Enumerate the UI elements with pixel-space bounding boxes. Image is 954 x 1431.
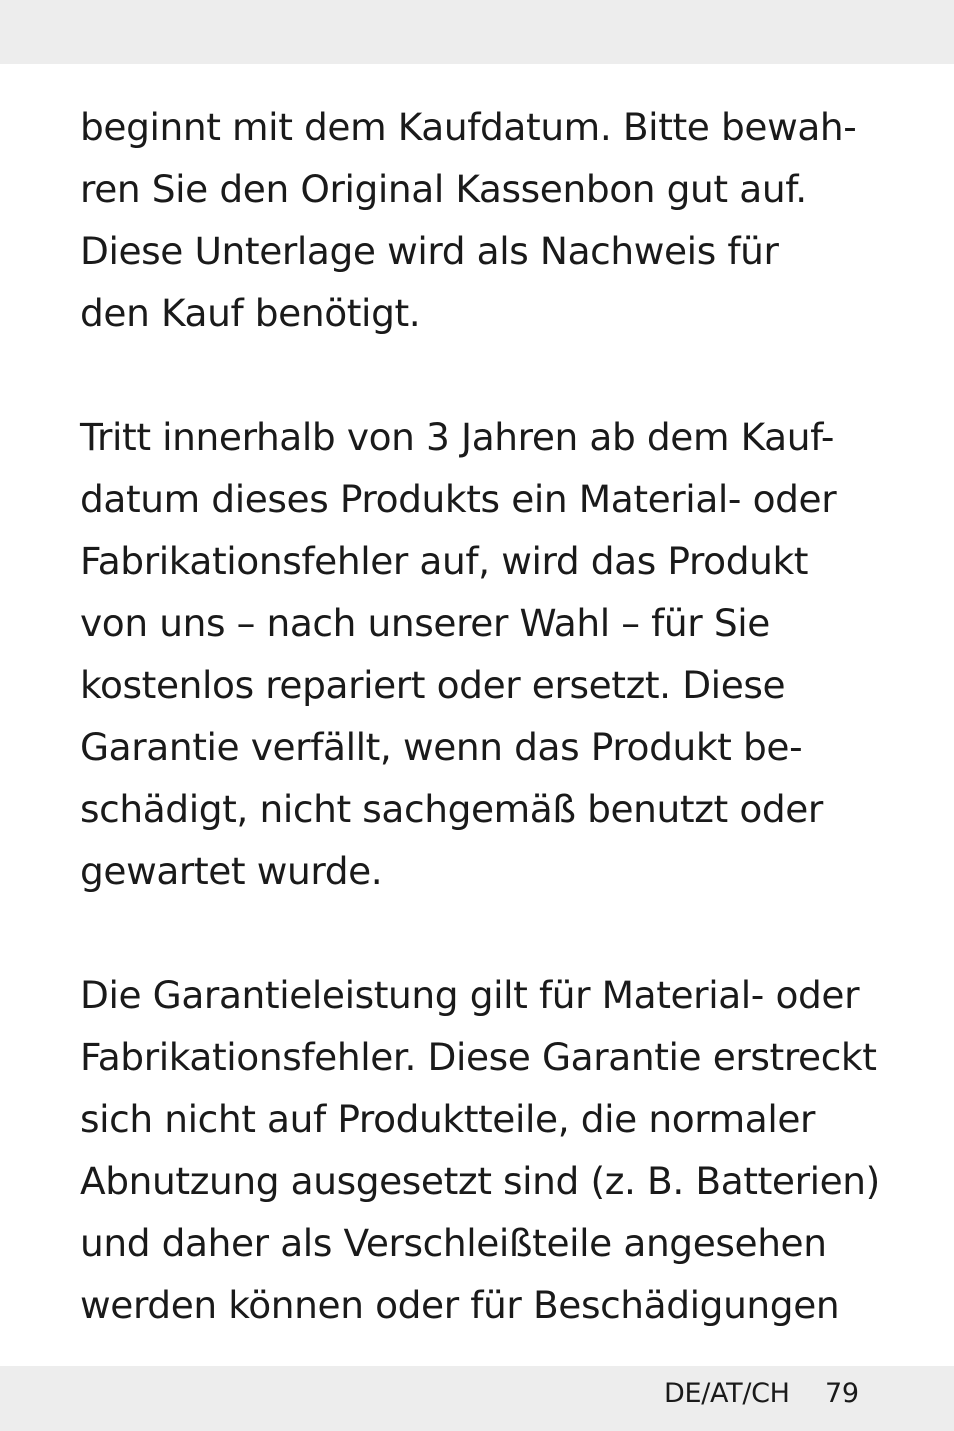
paragraph xyxy=(80,96,880,344)
text-line: Die Garantieleistung gilt für Material- oder xyxy=(80,973,860,1017)
text-line: Fabrikationsfehler auf, wird das Produkt xyxy=(80,539,809,583)
paragraph-gap xyxy=(80,902,880,964)
text-line: ren Sie den Original Kassenbon gut auf. xyxy=(80,167,807,211)
text-line: Garantie verfällt, wenn das Produkt be- xyxy=(80,725,803,769)
text-line: Diese Unterlage wird als Nachweis für xyxy=(80,229,779,273)
paragraph xyxy=(80,406,880,902)
text-line: werden können oder für Beschädigungen xyxy=(80,1283,840,1327)
text-line: Fabrikationsfehler. Diese Garantie erstreckt xyxy=(80,1035,877,1079)
text-line: Tritt innerhalb von 3 Jahren ab dem Kauf- xyxy=(80,415,834,459)
text-line: sich nicht auf Produktteile, die normaler xyxy=(80,1097,816,1141)
text-line: kostenlos repariert oder ersetzt. Diese xyxy=(80,663,786,707)
header-band xyxy=(0,0,954,64)
paragraph xyxy=(80,964,880,1336)
body-text xyxy=(80,96,880,1336)
footer-band xyxy=(0,1366,954,1431)
text-line: gewartet wurde. xyxy=(80,849,383,893)
footer-region-label: DE/AT/CH xyxy=(664,1378,790,1409)
text-line: beginnt mit dem Kaufdatum. Bitte bewah- xyxy=(80,105,857,149)
text-line: datum dieses Produkts ein Material- oder xyxy=(80,477,837,521)
page-number: 79 xyxy=(825,1378,859,1409)
text-line: schädigt, nicht sachgemäß benutzt oder xyxy=(80,787,823,831)
text-line: den Kauf benötigt. xyxy=(80,291,421,335)
text-line: und daher als Verschleißteile angesehen xyxy=(80,1221,827,1265)
text-line: Abnutzung ausgesetzt sind (z. B. Batterien) xyxy=(80,1159,880,1203)
paragraph-gap xyxy=(80,344,880,406)
text-line: von uns – nach unserer Wahl – für Sie xyxy=(80,601,770,645)
